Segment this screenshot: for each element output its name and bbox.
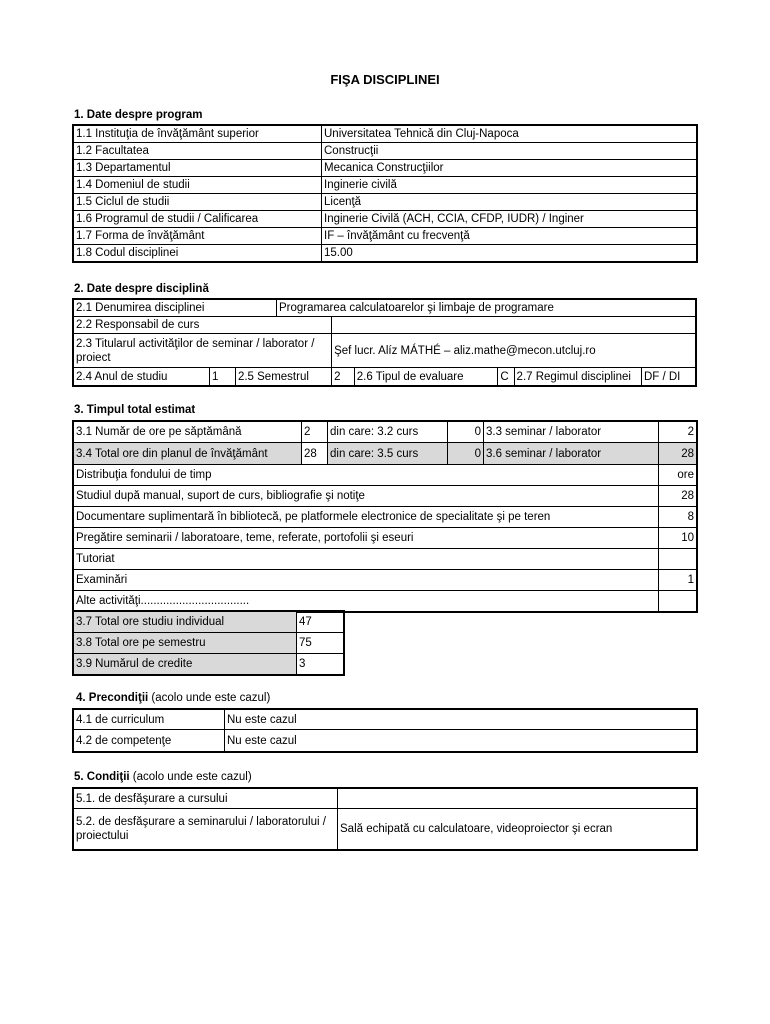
precondition-value: Nu este cazul (225, 710, 697, 730)
name-value: Programarea calculatoarelor şi limbaje de programare (277, 300, 696, 317)
year-value: 1 (210, 368, 236, 386)
distribution-hours (659, 591, 697, 612)
distribution-row: Examinări (74, 570, 659, 591)
hours-week-seminar-label: 3.3 seminar / laborator (484, 422, 659, 443)
responsible-value (332, 317, 696, 334)
program-field-label: 1.5 Ciclul de studii (74, 194, 322, 211)
program-row (74, 194, 697, 211)
hours-week-label: 3.1 Număr de ore pe săptămână (74, 422, 302, 443)
section-1-heading: 1. Date despre program (74, 109, 203, 121)
program-field-label: 1.2 Facultatea (74, 143, 322, 160)
program-row (74, 143, 697, 160)
distribution-row: Pregătire seminarii / laboratoare, teme, referate, portofolii şi eseuri (74, 528, 659, 549)
regime-label: 2.7 Regimul disciplinei (514, 368, 641, 386)
distribution-hours: 28 (659, 486, 697, 507)
credits-label: 3.9 Numărul de credite (74, 654, 297, 675)
distribution-row: Alte activităţi.................................. (74, 591, 659, 612)
program-field-value: Universitatea Tehnică din Cluj-Napoca (322, 126, 697, 143)
totals-table (73, 611, 344, 675)
program-row (74, 160, 697, 177)
program-field-label: 1.7 Forma de învăţământ (74, 228, 322, 245)
year-label: 2.4 Anul de studiu (74, 368, 210, 386)
distribution-hours: 10 (659, 528, 697, 549)
hours-plan-seminar: 28 (659, 443, 697, 465)
section-5-heading: 5. Condiţii (acolo unde este cazul) (74, 771, 252, 783)
evaluation-label: 2.6 Tipul de evaluare (354, 368, 498, 386)
distribution-hours (659, 549, 697, 570)
program-field-value: 15.00 (322, 245, 697, 262)
total-semester-value: 75 (297, 633, 344, 654)
hours-plan-value: 28 (302, 443, 328, 465)
program-field-label: 1.3 Departamentul (74, 160, 322, 177)
regime-value: DF / DI (641, 368, 695, 386)
precondition-label: 4.1 de curriculum (74, 710, 225, 730)
total-semester-label: 3.8 Total ore pe semestru (74, 633, 297, 654)
time-table (73, 421, 697, 612)
total-individual-label: 3.7 Total ore studiu individual (74, 612, 297, 633)
program-row (74, 245, 697, 262)
discipline-table (73, 299, 696, 386)
program-row (74, 211, 697, 228)
program-field-label: 1.6 Programul de studii / Calificarea (74, 211, 322, 228)
total-individual-value: 47 (297, 612, 344, 633)
program-row (74, 126, 697, 143)
program-table (73, 125, 697, 262)
hours-plan-label: 3.4 Total ore din planul de învăţământ (74, 443, 302, 465)
program-field-value: Inginerie Civilă (ACH, CCIA, CFDP, IUDR) / Inginer (322, 211, 697, 228)
section-4-heading: 4. Precondiţii (acolo unde este cazul) (76, 692, 271, 704)
program-field-label: 1.4 Domeniul de studii (74, 177, 322, 194)
seminar-holder-label: 2.3 Titularul activităţilor de seminar / laborator / proiect (74, 334, 332, 368)
responsible-label: 2.2 Responsabil de curs (74, 317, 332, 334)
hours-plan-from: din care: 3.5 curs (328, 443, 448, 465)
hours-week-value: 2 (302, 422, 328, 443)
distribution-hours: 1 (659, 570, 697, 591)
name-label: 2.1 Denumirea disciplinei (74, 300, 277, 317)
preconditions-table (73, 709, 697, 752)
hours-week-seminar: 2 (659, 422, 697, 443)
distribution-row: Studiul după manual, suport de curs, bibliografie şi notiţe (74, 486, 659, 507)
program-field-value: Licenţă (322, 194, 697, 211)
precondition-value: Nu este cazul (225, 730, 697, 752)
program-field-value: Mecanica Construcţiilor (322, 160, 697, 177)
precondition-label: 4.2 de competenţe (74, 730, 225, 752)
semester-value: 2 (332, 368, 355, 386)
section-2-heading: 2. Date despre disciplină (74, 283, 209, 295)
evaluation-value: C (498, 368, 514, 386)
condition-course-label: 5.1. de desfăşurare a cursului (74, 789, 338, 809)
condition-seminar-label: 5.2. de desfăşurare a seminarului / laboratorului / proiectului (74, 809, 338, 850)
program-row (74, 177, 697, 194)
conditions-table (73, 788, 697, 850)
condition-seminar-value: Sală echipată cu calculatoare, videoproiector şi ecran (338, 809, 697, 850)
hours-week-course: 0 (448, 422, 484, 443)
document-title: FIŞA DISCIPLINEI (330, 72, 440, 87)
credits-value: 3 (297, 654, 344, 675)
distribution-label: Distribuţia fondului de timp (74, 465, 659, 486)
hours-plan-course: 0 (448, 443, 484, 465)
distribution-unit: ore (659, 465, 697, 486)
semester-label: 2.5 Semestrul (235, 368, 331, 386)
program-field-value: Construcţii (322, 143, 697, 160)
distribution-hours: 8 (659, 507, 697, 528)
distribution-row: Documentare suplimentară în bibliotecă, pe platformele electronice de specialitate şi pe teren (74, 507, 659, 528)
program-field-value: Inginerie civilă (322, 177, 697, 194)
distribution-row: Tutoriat (74, 549, 659, 570)
hours-week-from: din care: 3.2 curs (328, 422, 448, 443)
program-field-value: IF – învăţământ cu frecvenţă (322, 228, 697, 245)
program-field-label: 1.1 Instituţia de învăţământ superior (74, 126, 322, 143)
program-field-label: 1.8 Codul disciplinei (74, 245, 322, 262)
hours-plan-seminar-label: 3.6 seminar / laborator (484, 443, 659, 465)
program-row (74, 228, 697, 245)
section-3-heading: 3. Timpul total estimat (74, 404, 196, 416)
condition-course-value (338, 789, 697, 809)
seminar-holder-value: Şef lucr. Alíz MÁTHÉ – aliz.mathe@mecon.utcluj.ro (332, 334, 696, 368)
